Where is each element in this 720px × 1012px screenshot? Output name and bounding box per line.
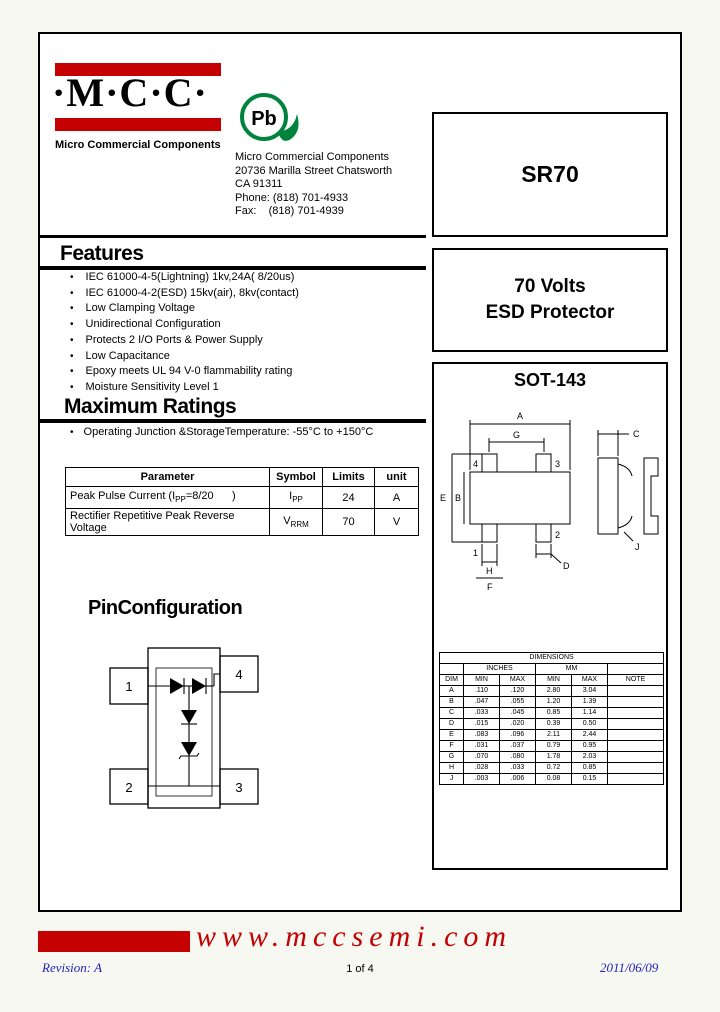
pkg-pin-3: 3 xyxy=(555,459,561,469)
table-row: D .015 .020 0.39 0.50 xyxy=(440,719,664,730)
pin-label-1: 1 xyxy=(125,679,133,694)
pin-label-4: 4 xyxy=(235,667,243,682)
dims-header: MIN xyxy=(536,675,572,686)
list-item: • Low Clamping Voltage xyxy=(62,301,428,317)
mcc-logo-text: ·M·C·C· xyxy=(52,70,208,115)
limit-cell: 24 xyxy=(323,487,375,509)
symbol-cell: $I_{PP}$ xyxy=(270,487,323,509)
package-name: SOT-143 xyxy=(513,370,587,390)
table-row: C .033 .045 0.85 1.14 xyxy=(440,708,664,719)
maximum-ratings-underline xyxy=(40,419,426,423)
pin-label-2: 2 xyxy=(125,780,133,795)
table-row: F .031 .037 0.79 0.95 xyxy=(440,741,664,752)
dims-group-mm: MM xyxy=(536,664,608,675)
table-row: B .047 .055 1.20 1.39 xyxy=(440,697,664,708)
dimensions-table xyxy=(439,652,664,785)
dims-header: MAX xyxy=(572,675,608,686)
unit-cell: A xyxy=(375,487,419,509)
pkg-pin-4: 4 xyxy=(472,459,478,469)
dim-label-b: B xyxy=(455,493,462,503)
pb-free-icon xyxy=(236,90,302,150)
part-number: SR70 xyxy=(521,161,579,187)
column-header-parameter: Parameter xyxy=(66,468,270,487)
limit-cell: 70 xyxy=(323,509,375,536)
dim-label-d: D xyxy=(563,561,570,571)
date-label: 2011/06/09 xyxy=(600,960,659,975)
package-drawing xyxy=(438,400,662,646)
revision-label: Revision: A xyxy=(42,960,103,975)
dims-header: MAX xyxy=(500,675,536,686)
address-line: Micro Commercial Components xyxy=(235,151,390,163)
list-item: • Unidirectional Configuration xyxy=(62,317,428,333)
table-row xyxy=(66,487,419,509)
list-item: • IEC 61000-4-2(ESD) 15kv(air), 8kv(contact) xyxy=(62,286,428,302)
features-title: Features xyxy=(60,242,144,265)
company-address xyxy=(235,151,392,219)
maximum-ratings-table xyxy=(65,467,419,536)
pb-free-label: Pb xyxy=(251,108,277,130)
dims-group-inches: INCHES xyxy=(464,664,536,675)
pin-configuration-title: PinConfiguration xyxy=(88,597,243,619)
list-item: • Epoxy meets UL 94 V-0 flammability rating xyxy=(62,364,428,380)
list-item: • Low Capacitance xyxy=(62,349,428,365)
dim-label-c: C xyxy=(633,429,640,439)
list-item: • Moisture Sensitivity Level 1 xyxy=(62,380,428,396)
pin-configuration-diagram xyxy=(102,642,277,814)
footer-bar xyxy=(38,931,190,952)
dims-header: NOTE xyxy=(608,675,664,686)
dim-label-j: J xyxy=(635,542,640,552)
page-number: 1 of 4 xyxy=(346,963,374,975)
table-row: A .110 .120 2.80 3.04 xyxy=(440,686,664,697)
parameter-cell: Rectifier Repetitive Peak Reverse Voltage xyxy=(66,509,270,536)
list-item: • IEC 61000-4-5(Lightning) 1kv,24A( 8/20us) xyxy=(62,270,428,286)
dims-header: DIM xyxy=(440,675,464,686)
table-row: J .003 .006 0.08 0.15 xyxy=(440,774,664,785)
dim-label-h: H xyxy=(486,566,493,576)
pin-label-3: 3 xyxy=(235,780,243,795)
symbol-cell: $V_{RRM}$ xyxy=(270,509,323,536)
address-line: Phone: (818) 701-4933 xyxy=(235,191,349,204)
dim-label-a: A xyxy=(517,411,524,421)
address-line: CA 91311 xyxy=(235,178,283,190)
parameter-cell: Peak Pulse Current ($I_{PP}=8/20$ ) xyxy=(66,487,270,509)
dim-label-g: G xyxy=(513,430,521,440)
table-row: G .070 .080 1.78 2.03 xyxy=(440,752,664,763)
pkg-pin-1: 1 xyxy=(472,548,478,558)
column-header-limits: Limits xyxy=(323,468,375,487)
table-row xyxy=(66,509,419,536)
dims-header: MIN xyxy=(464,675,500,686)
table-row: H .028 .033 0.72 0.85 xyxy=(440,763,664,774)
dim-label-e: E xyxy=(440,493,447,503)
pkg-pin-2: 2 xyxy=(555,530,561,540)
unit-cell: V xyxy=(375,509,419,536)
header-divider xyxy=(40,235,426,238)
part-function: ESD Protector xyxy=(485,302,615,323)
features-list xyxy=(62,270,428,396)
column-header-unit: unit xyxy=(375,468,419,487)
website-link[interactable]: www.mccsemi.com xyxy=(196,920,513,953)
list-item: • Protects 2 I/O Ports & Power Supply xyxy=(62,333,428,349)
part-description xyxy=(432,248,668,352)
column-header-symbol: Symbol xyxy=(270,468,323,487)
maximum-ratings-title: Maximum Ratings xyxy=(64,395,237,418)
dims-title: DIMENSIONS xyxy=(440,653,664,664)
part-voltage: 70 Volts xyxy=(514,276,586,297)
address-line: 20736 Marilla Street Chatsworth xyxy=(235,164,393,177)
dim-label-f: F xyxy=(487,582,493,592)
table-row: E .083 .096 2.11 2.44 xyxy=(440,730,664,741)
operating-temperature-note: • Operating Junction &StorageTemperature: -55°C to +150°C xyxy=(70,426,373,438)
logo-company-text: Micro Commercial Components xyxy=(55,139,221,151)
address-line: Fax: (818) 701-4939 xyxy=(235,205,344,217)
logo-bar-bottom xyxy=(55,118,221,131)
table-header-row xyxy=(66,468,419,487)
